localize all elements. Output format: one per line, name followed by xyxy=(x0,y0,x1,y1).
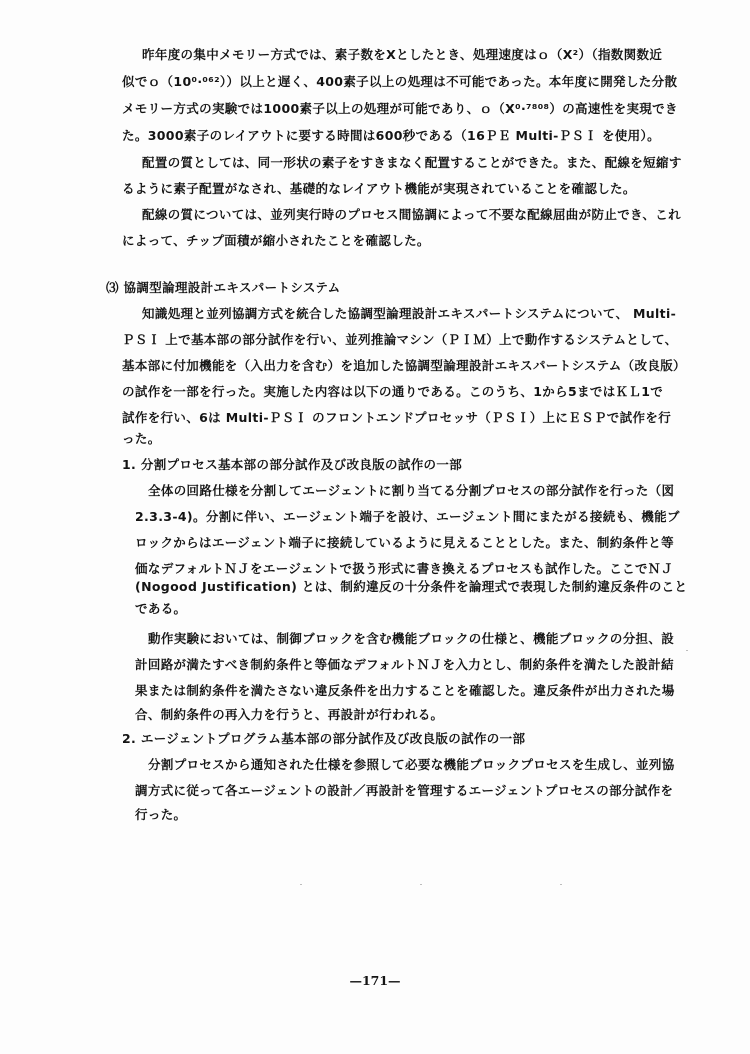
item1-p2-line-1: 動作実験においては、制御ブロックを含む機能ブロックの仕様と、機能ブロックの分担、設 xyxy=(148,631,675,646)
page-number: —171— xyxy=(349,973,401,988)
scan-speck xyxy=(686,650,688,651)
section3-line-3: 基本部に付加機能を（入出力を含む）を追加した協調型論理設計エキスパートシステム（改良版） xyxy=(122,358,686,373)
item1-heading: 1. 分割プロセス基本部の部分試作及び改良版の試作の一部 xyxy=(122,457,463,472)
item1-p2-line-4: 合、制約条件の再入力を行うと、再設計が行われる。 xyxy=(135,707,444,722)
item2-p1-line-3: 行った。 xyxy=(135,807,187,822)
paragraph3-line-2: によって、チップ面積が縮小されたことを確認した。 xyxy=(122,233,430,248)
paragraph2-line-1: 配置の質としては、同一形状の素子をすきまなく配置することができた。また、配線を短縮す xyxy=(142,155,682,170)
scan-speck xyxy=(560,884,562,885)
section3-line-5: 試作を行い、6は Multi-ＰＳＩ のフロントエンドプロセッサ（ＰＳＩ）上にＥＳＰで試作を行 xyxy=(122,410,672,425)
section3-line-2: ＰＳＩ 上で基本部の部分試作を行い、並列推論マシン（ＰＩＭ）上で動作するシステムとして、 xyxy=(122,332,678,347)
item2-p1-line-2: 調方式に従って各エージェントの設計／再設計を管理するエージェントプロセスの部分試作を xyxy=(135,783,674,798)
item1-p2-line-3: 果または制約条件を満たさない違反条件を出力することを確認した。違反条件が出力された場 xyxy=(135,683,675,698)
item2-p1-line-1: 分割プロセスから通知された仕様を参照して必要な機能ブロックプロセスを生成し、並列協 xyxy=(148,757,675,772)
section3-line-6: った。 xyxy=(122,431,161,446)
section3-heading: ⑶ 協調型論理設計エキスパートシステム xyxy=(106,280,341,295)
section3-line-1: 知識処理と並列協調方式を統合した協調型論理設計エキスパートシステムについて、 Multi- xyxy=(142,306,677,321)
paragraph1-line-1: 昨年度の集中メモリー方式では、素子数をXとしたとき、処理速度はｏ（X²）（指数関数近 xyxy=(142,47,663,62)
item1-p1-line-4: 価なデフォルトＮＪをエージェントで扱う形式に書き換えるプロセスも試作した。ここでＮＪ xyxy=(135,561,674,576)
item2-heading: 2. エージェントプログラム基本部の部分試作及び改良版の試作の一部 xyxy=(122,731,526,746)
item1-p1-line-5: (Nogood Justification) とは、制約違反の十分条件を論理式で表現した制約違反条件のこと xyxy=(135,579,688,594)
section3-line-4: の試作を一部を行った。実施した内容は以下の通りである。このうち、1から5まではＫＬ1で xyxy=(122,384,664,399)
item1-p1-line-3: ロックからはエージェント端子に接続しているように見えることとした。また、制約条件と等 xyxy=(135,535,674,550)
paragraph1-line-3: メモリー方式の実験では1000素子以上の処理が可能であり、ｏ（X⁰·⁷⁸⁰⁸）の高速性を実現でき xyxy=(122,101,678,116)
scan-speck xyxy=(420,884,422,885)
paragraph3-line-1: 配線の質については、並列実行時のプロセス間協調によって不要な配線屈曲が防止でき、これ xyxy=(142,207,681,222)
paragraph2-line-2: るように素子配置がなされ、基礎的なレイアウト機能が実現されていることを確認した。 xyxy=(122,181,636,196)
item1-p1-line-1: 全体の回路仕様を分割してエージェントに割り当てる分割プロセスの部分試作を行った（図 xyxy=(148,483,675,498)
item1-p2-line-2: 計回路が満たすべき制約条件と等価なデフォルトＮＪを入力とし、制約条件を満たした設計結 xyxy=(135,657,674,672)
item1-p1-line-6: である。 xyxy=(135,601,187,616)
paragraph1-line-2: 似でｏ（10⁰·⁰⁶²））以上と遅く、400素子以上の処理は不可能であった。本年度に開発した分散 xyxy=(122,74,678,89)
scan-speck xyxy=(300,884,302,885)
item1-p1-line-2: 2.3.3-4)。分割に伴い、エージェント端子を設け、エージェント間にまたがる接続も、機能ブ xyxy=(135,509,680,524)
paragraph1-line-4: た。3000素子のレイアウトに要する時間は600秒である（16ＰＥ Multi-ＰＳＩ を使用）。 xyxy=(122,128,660,143)
